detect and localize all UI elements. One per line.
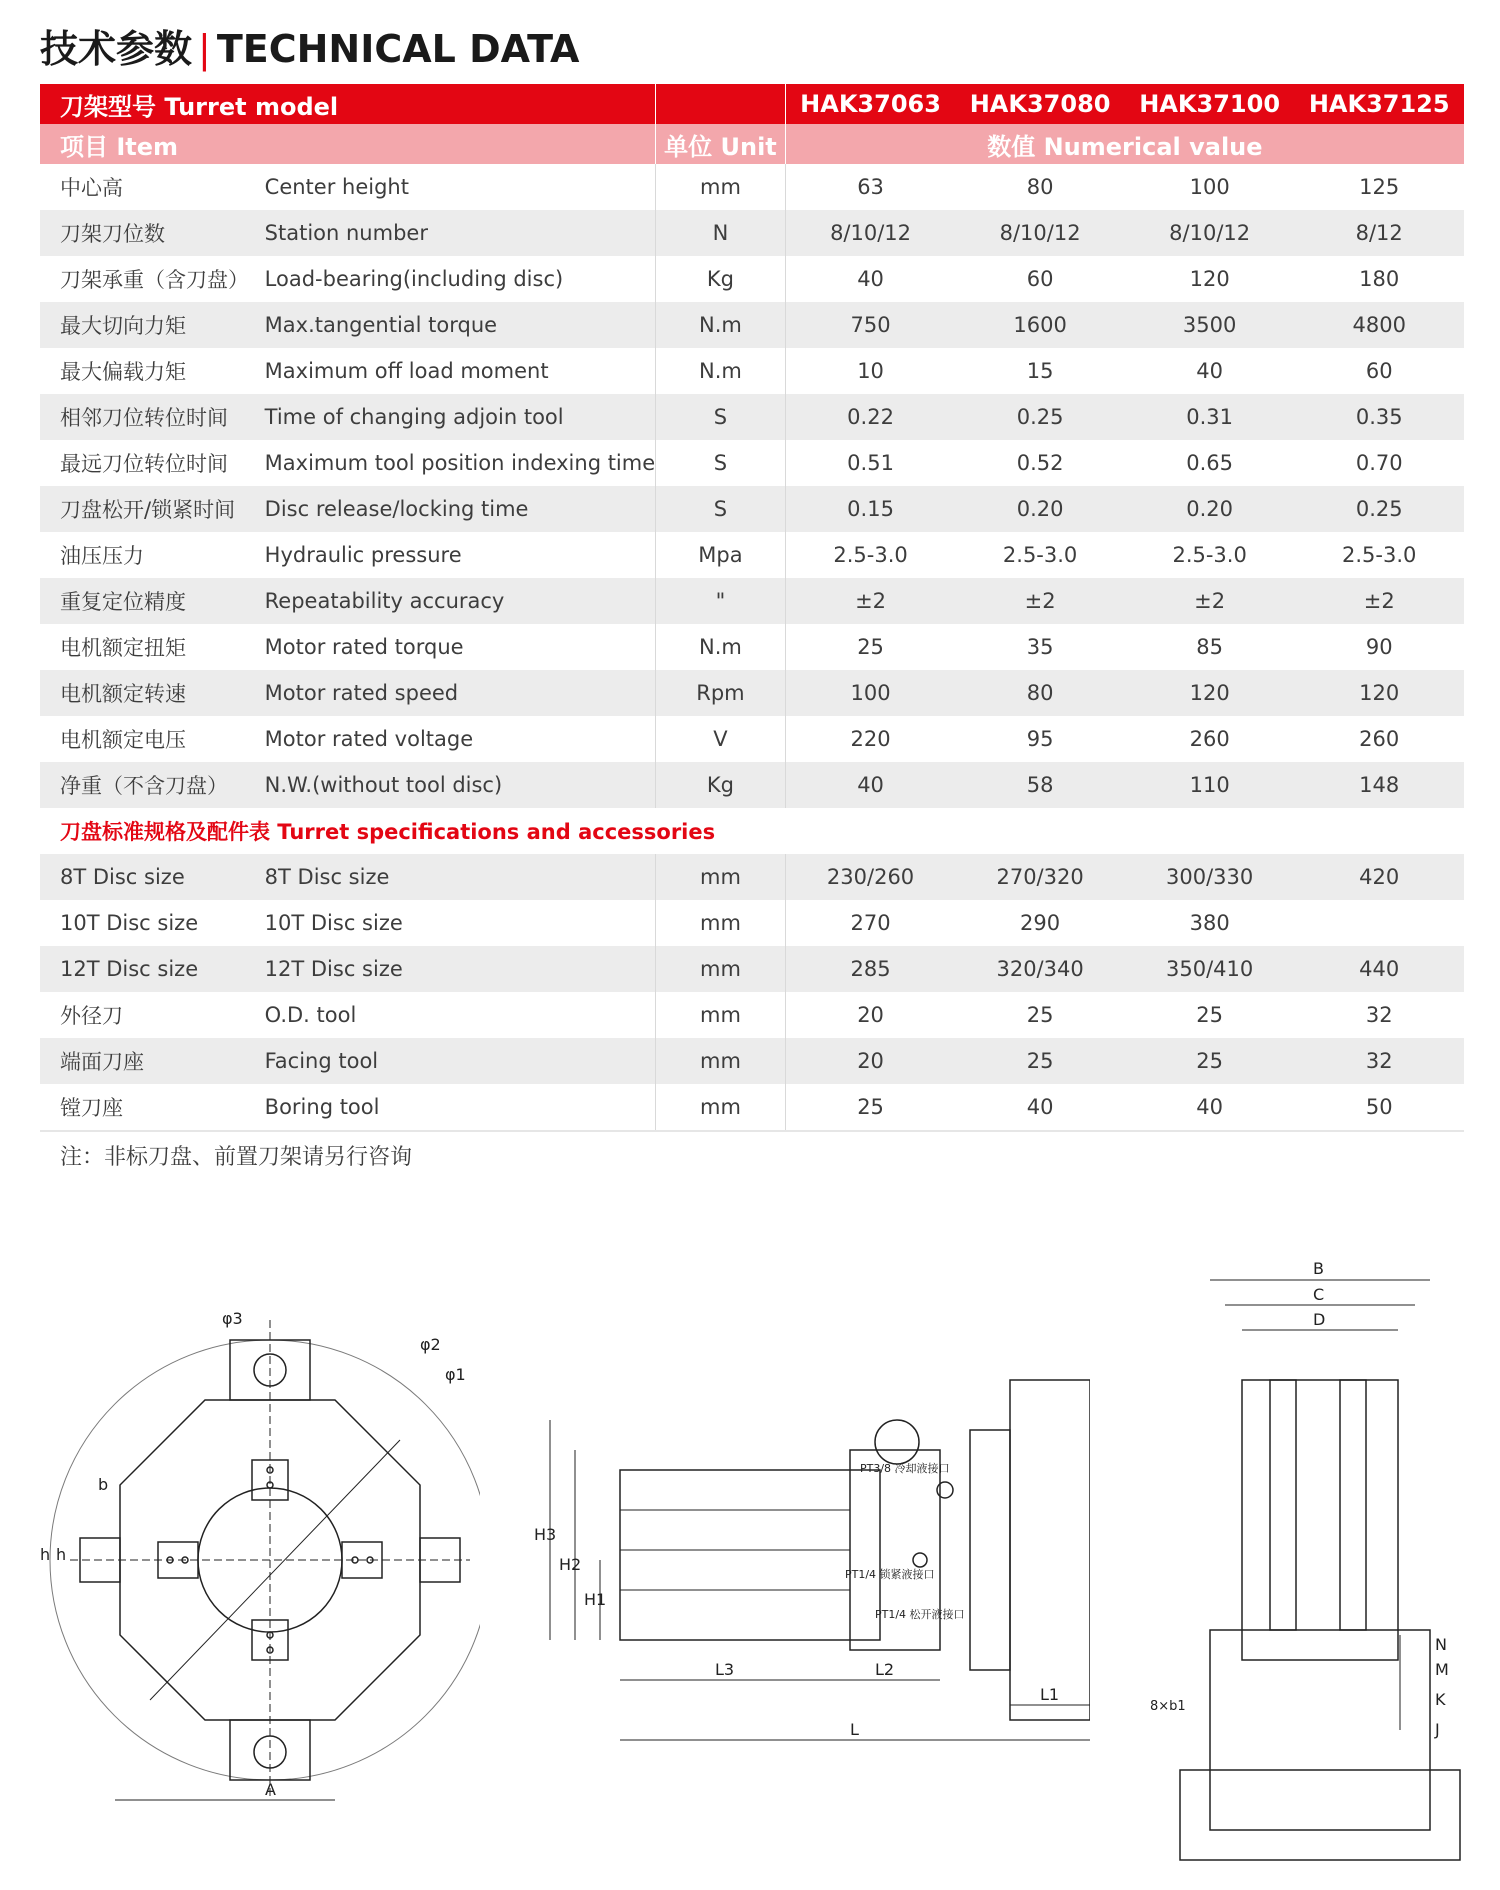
item-name-cn: 电机额定电压 <box>60 728 186 752</box>
item-unit: N.m <box>656 624 786 670</box>
item-value: 285 <box>785 946 955 992</box>
item-value: 420 <box>1294 854 1464 900</box>
item-value: 0.25 <box>955 394 1125 440</box>
section-header-row <box>40 808 1464 854</box>
item-name-en: N.W.(without tool disc) <box>265 762 656 808</box>
turret-model-label: 刀架型号 Turret model <box>40 84 656 124</box>
table-row <box>40 394 1464 440</box>
item-value: 40 <box>955 1084 1125 1131</box>
technical-data-table <box>40 84 1464 1132</box>
h3-label: H3 <box>534 1525 557 1544</box>
item-value: 0.31 <box>1125 394 1295 440</box>
item-name-en: Max.tangential torque <box>265 302 656 348</box>
item-value: 440 <box>1294 946 1464 992</box>
motor-top <box>1242 1380 1398 1660</box>
item-value: 20 <box>857 1003 884 1027</box>
item-name-cn: 10T Disc size <box>60 911 199 935</box>
item-value: 8/10/12 <box>785 210 955 256</box>
turret-side-drawing <box>530 1360 1090 1770</box>
item-value: 2.5-3.0 <box>1342 543 1417 567</box>
item-name-en: Load-bearing(including disc) <box>264 267 564 291</box>
item-value: 0.20 <box>955 486 1125 532</box>
item-name-cn: 最大切向力矩 <box>40 302 265 348</box>
item-name-cn: 中心高 <box>60 176 123 200</box>
item-name-cn: 12T Disc size <box>40 946 265 992</box>
turret-top-drawing <box>1130 1250 1480 1870</box>
flange <box>970 1430 1010 1670</box>
lock-port-label: PT1/4 锁紧液接口 <box>845 1568 935 1581</box>
item-unit: N.m <box>656 302 786 348</box>
item-unit: mm <box>656 992 786 1038</box>
item-unit: V <box>656 716 786 762</box>
item-name-cn: 净重（不含刀盘） <box>40 762 265 808</box>
item-name-en: 10T Disc size <box>264 911 403 935</box>
table-row <box>40 900 1464 946</box>
item-name-cn: 8T Disc size <box>40 854 265 900</box>
item-value: 40 <box>785 762 955 808</box>
item-name-cn: 外径刀 <box>60 1004 123 1028</box>
item-value: 8/10/12 <box>955 210 1125 256</box>
table-row <box>40 348 1464 394</box>
item-value: 0.70 <box>1355 451 1403 475</box>
section-title: 刀盘标准规格及配件表 Turret specifications and accessories <box>60 820 716 844</box>
item-value: 20 <box>785 1038 955 1084</box>
l-label: L <box>850 1720 859 1739</box>
item-value: 35 <box>1026 635 1054 659</box>
item-name-cn: 镗刀座 <box>40 1084 265 1131</box>
item-value: 63 <box>857 175 884 199</box>
item-name-cn: 端面刀座 <box>40 1038 265 1084</box>
item-value: 25 <box>785 1084 955 1131</box>
item-name-cn: 重复定位精度 <box>40 578 265 624</box>
item-value: 58 <box>955 762 1125 808</box>
item-value: 180 <box>1359 267 1400 291</box>
item-name-en: Facing tool <box>265 1038 656 1084</box>
item-unit: mm <box>656 1038 786 1084</box>
item-value: 60 <box>1026 267 1054 291</box>
item-value: 50 <box>1294 1084 1464 1131</box>
item-name-en: O.D. tool <box>264 1003 357 1027</box>
page-title-cn: 技术参数 <box>40 27 193 71</box>
coolant-port-label: PT3/8 冷却液接口 <box>860 1462 950 1475</box>
item-value: 320/340 <box>955 946 1125 992</box>
item-name-en: Maximum off load moment <box>264 359 549 383</box>
item-value: 32 <box>1365 1003 1393 1027</box>
item-value: 8/12 <box>1294 210 1464 256</box>
item-name-en: Repeatability accuracy <box>265 578 656 624</box>
diameter-line <box>150 1440 400 1700</box>
h1-label: H1 <box>584 1590 607 1609</box>
d-label: D <box>1313 1310 1326 1329</box>
item-name-en: Center height <box>264 175 409 199</box>
item-name-en: Maximum tool position indexing time <box>264 451 656 475</box>
m-label: M <box>1435 1660 1449 1679</box>
k-label: K <box>1435 1690 1446 1709</box>
item-value: 25 <box>955 1038 1125 1084</box>
page-title-en: TECHNICAL DATA <box>216 27 580 71</box>
c-label: C <box>1313 1285 1325 1304</box>
phi2-label: φ2 <box>420 1335 441 1354</box>
item-value: 220 <box>850 727 891 751</box>
item-name-cn: 刀架承重（含刀盘） <box>60 268 249 292</box>
item-value: ±2 <box>955 578 1125 624</box>
l2-label: L2 <box>875 1660 895 1679</box>
table-row <box>40 1038 1464 1084</box>
model-name: HAK37100 <box>1125 84 1295 124</box>
header-row-model <box>40 84 1464 124</box>
motor-rail <box>1270 1380 1296 1630</box>
item-value: 85 <box>1196 635 1224 659</box>
item-value: ±2 <box>1125 578 1295 624</box>
turret-front-drawing <box>30 1300 480 1820</box>
h-label: h <box>56 1545 67 1564</box>
table-row <box>40 670 1464 716</box>
table-row <box>40 992 1464 1038</box>
item-value: 120 <box>1125 670 1295 716</box>
item-value: 270 <box>850 911 891 935</box>
item-value: 10 <box>857 359 884 383</box>
item-unit: " <box>656 578 786 624</box>
item-value: 230/260 <box>785 854 955 900</box>
item-value: 3500 <box>1125 302 1295 348</box>
item-value <box>1294 900 1464 946</box>
item-name-en: Boring tool <box>265 1084 656 1131</box>
item-name-cn: 电机额定转速 <box>40 670 265 716</box>
item-value: 25 <box>857 635 884 659</box>
page-title <box>40 18 579 73</box>
item-value: 110 <box>1125 762 1295 808</box>
item-value: 80 <box>1026 175 1054 199</box>
table-row <box>40 302 1464 348</box>
item-unit: Kg <box>656 762 786 808</box>
item-value: 80 <box>955 670 1125 716</box>
item-value: 300/330 <box>1125 854 1295 900</box>
item-value: 25 <box>1196 1003 1224 1027</box>
item-value: 4800 <box>1294 302 1464 348</box>
table-row <box>40 486 1464 532</box>
table-row <box>40 532 1464 578</box>
table-row <box>40 624 1464 670</box>
item-value: 260 <box>1189 727 1230 751</box>
item-name-en: Hydraulic pressure <box>264 543 462 567</box>
item-unit: S <box>656 394 786 440</box>
item-value: 0.25 <box>1294 486 1464 532</box>
lifting-eye <box>875 1420 919 1464</box>
title-separator: | <box>198 27 211 71</box>
item-value: 2.5-3.0 <box>1002 543 1078 567</box>
item-value: 0.15 <box>785 486 955 532</box>
motor-rail <box>1340 1380 1366 1630</box>
table-row <box>40 164 1464 210</box>
model-name: HAK37125 <box>1294 84 1464 124</box>
n-label: N <box>1435 1635 1447 1654</box>
b-label: b <box>98 1475 109 1494</box>
item-value: 100 <box>785 670 955 716</box>
item-unit: Kg <box>656 256 786 302</box>
table-row <box>40 440 1464 486</box>
item-value: 0.52 <box>1016 451 1064 475</box>
item-name-cn: 油压压力 <box>60 544 144 568</box>
item-value: 60 <box>1365 359 1393 383</box>
item-value: 25 <box>1026 1003 1054 1027</box>
item-value: 15 <box>1026 359 1054 383</box>
item-value: 25 <box>1125 1038 1295 1084</box>
item-name-cn: 最大偏载力矩 <box>60 360 186 384</box>
motor-body <box>620 1470 880 1640</box>
item-value: 2.5-3.0 <box>1172 543 1247 567</box>
item-value: 40 <box>1196 359 1224 383</box>
item-name-en: Motor rated speed <box>265 670 656 716</box>
item-unit: mm <box>656 900 786 946</box>
item-name-en: Station number <box>265 210 656 256</box>
l3-label: L3 <box>715 1660 735 1679</box>
disc-top <box>1180 1770 1460 1860</box>
header-blank-cell <box>656 84 786 124</box>
item-value: 125 <box>1359 175 1400 199</box>
item-value: 290 <box>1020 911 1061 935</box>
item-name-en: 12T Disc size <box>265 946 656 992</box>
h-label: h <box>40 1545 51 1564</box>
footnote: 注：非标刀盘、前置刀架请另行咨询 <box>60 1145 413 1170</box>
item-value: 32 <box>1294 1038 1464 1084</box>
item-value: 100 <box>1189 175 1230 199</box>
item-unit: mm <box>656 164 786 210</box>
phi1-label: φ1 <box>445 1365 466 1384</box>
item-value: 2.5-3.0 <box>833 543 908 567</box>
unit-label: 单位 Unit <box>656 124 786 164</box>
turret-disc-side <box>1010 1380 1090 1720</box>
item-label: 项目 Item <box>40 124 656 164</box>
item-unit: Rpm <box>656 670 786 716</box>
item-value: 380 <box>1189 911 1230 935</box>
slot-label: 8×b1 <box>1150 1699 1186 1714</box>
phi3-label: φ3 <box>222 1309 243 1328</box>
item-name-cn: 刀架刀位数 <box>40 210 265 256</box>
l1-label: L1 <box>1040 1685 1060 1704</box>
item-unit: Mpa <box>656 532 786 578</box>
item-value: 1600 <box>955 302 1125 348</box>
item-unit: mm <box>656 854 786 900</box>
item-name-cn: 电机额定扭矩 <box>60 636 186 660</box>
value-label: 数值 Numerical value <box>785 124 1464 164</box>
item-unit: S <box>656 440 786 486</box>
item-name-en: Time of changing adjoin tool <box>265 394 656 440</box>
item-value: 40 <box>1125 1084 1295 1131</box>
table-row <box>40 256 1464 302</box>
item-unit: S <box>656 486 786 532</box>
item-value: 120 <box>1189 267 1230 291</box>
item-value: 0.22 <box>785 394 955 440</box>
header-row-item <box>40 124 1464 164</box>
item-value: 90 <box>1365 635 1393 659</box>
item-value: ±2 <box>1294 578 1464 624</box>
table-row <box>40 578 1464 624</box>
item-value: 0.65 <box>1186 451 1234 475</box>
item-value: 350/410 <box>1125 946 1295 992</box>
release-port-label: PT1/4 松开液接口 <box>875 1608 965 1621</box>
table-row <box>40 854 1464 900</box>
item-name-en: Motor rated voltage <box>264 727 474 751</box>
item-value: 120 <box>1294 670 1464 716</box>
item-unit: N <box>656 210 786 256</box>
h2-label: H2 <box>559 1555 582 1574</box>
item-unit: mm <box>656 1084 786 1131</box>
table-row <box>40 716 1464 762</box>
a-label: A <box>265 1780 276 1799</box>
item-value: 270/320 <box>955 854 1125 900</box>
model-name: HAK37080 <box>955 84 1125 124</box>
table-row <box>40 1084 1464 1131</box>
model-name: HAK37063 <box>785 84 955 124</box>
item-unit: N.m <box>656 348 786 394</box>
item-name-cn: 最远刀位转位时间 <box>60 452 228 476</box>
table-row <box>40 210 1464 256</box>
item-name-cn: 相邻刀位转位时间 <box>40 394 265 440</box>
item-name-en: 8T Disc size <box>265 854 656 900</box>
item-value: 0.51 <box>847 451 894 475</box>
item-value: 750 <box>785 302 955 348</box>
item-name-en: Disc release/locking time <box>265 486 656 532</box>
item-value: 0.35 <box>1294 394 1464 440</box>
item-value: 0.20 <box>1125 486 1295 532</box>
b-label: B <box>1313 1259 1324 1278</box>
item-unit: mm <box>656 946 786 992</box>
item-name-en: Motor rated torque <box>264 635 464 659</box>
item-name-cn: 刀盘松开/锁紧时间 <box>40 486 265 532</box>
item-value: 40 <box>857 267 884 291</box>
item-value: 95 <box>1026 727 1054 751</box>
item-value: ±2 <box>785 578 955 624</box>
lock-port <box>913 1553 927 1567</box>
item-value: 260 <box>1359 727 1400 751</box>
table-row <box>40 946 1464 992</box>
j-label: J <box>1435 1720 1440 1739</box>
item-value: 148 <box>1294 762 1464 808</box>
item-value: 8/10/12 <box>1125 210 1295 256</box>
table-row <box>40 762 1464 808</box>
